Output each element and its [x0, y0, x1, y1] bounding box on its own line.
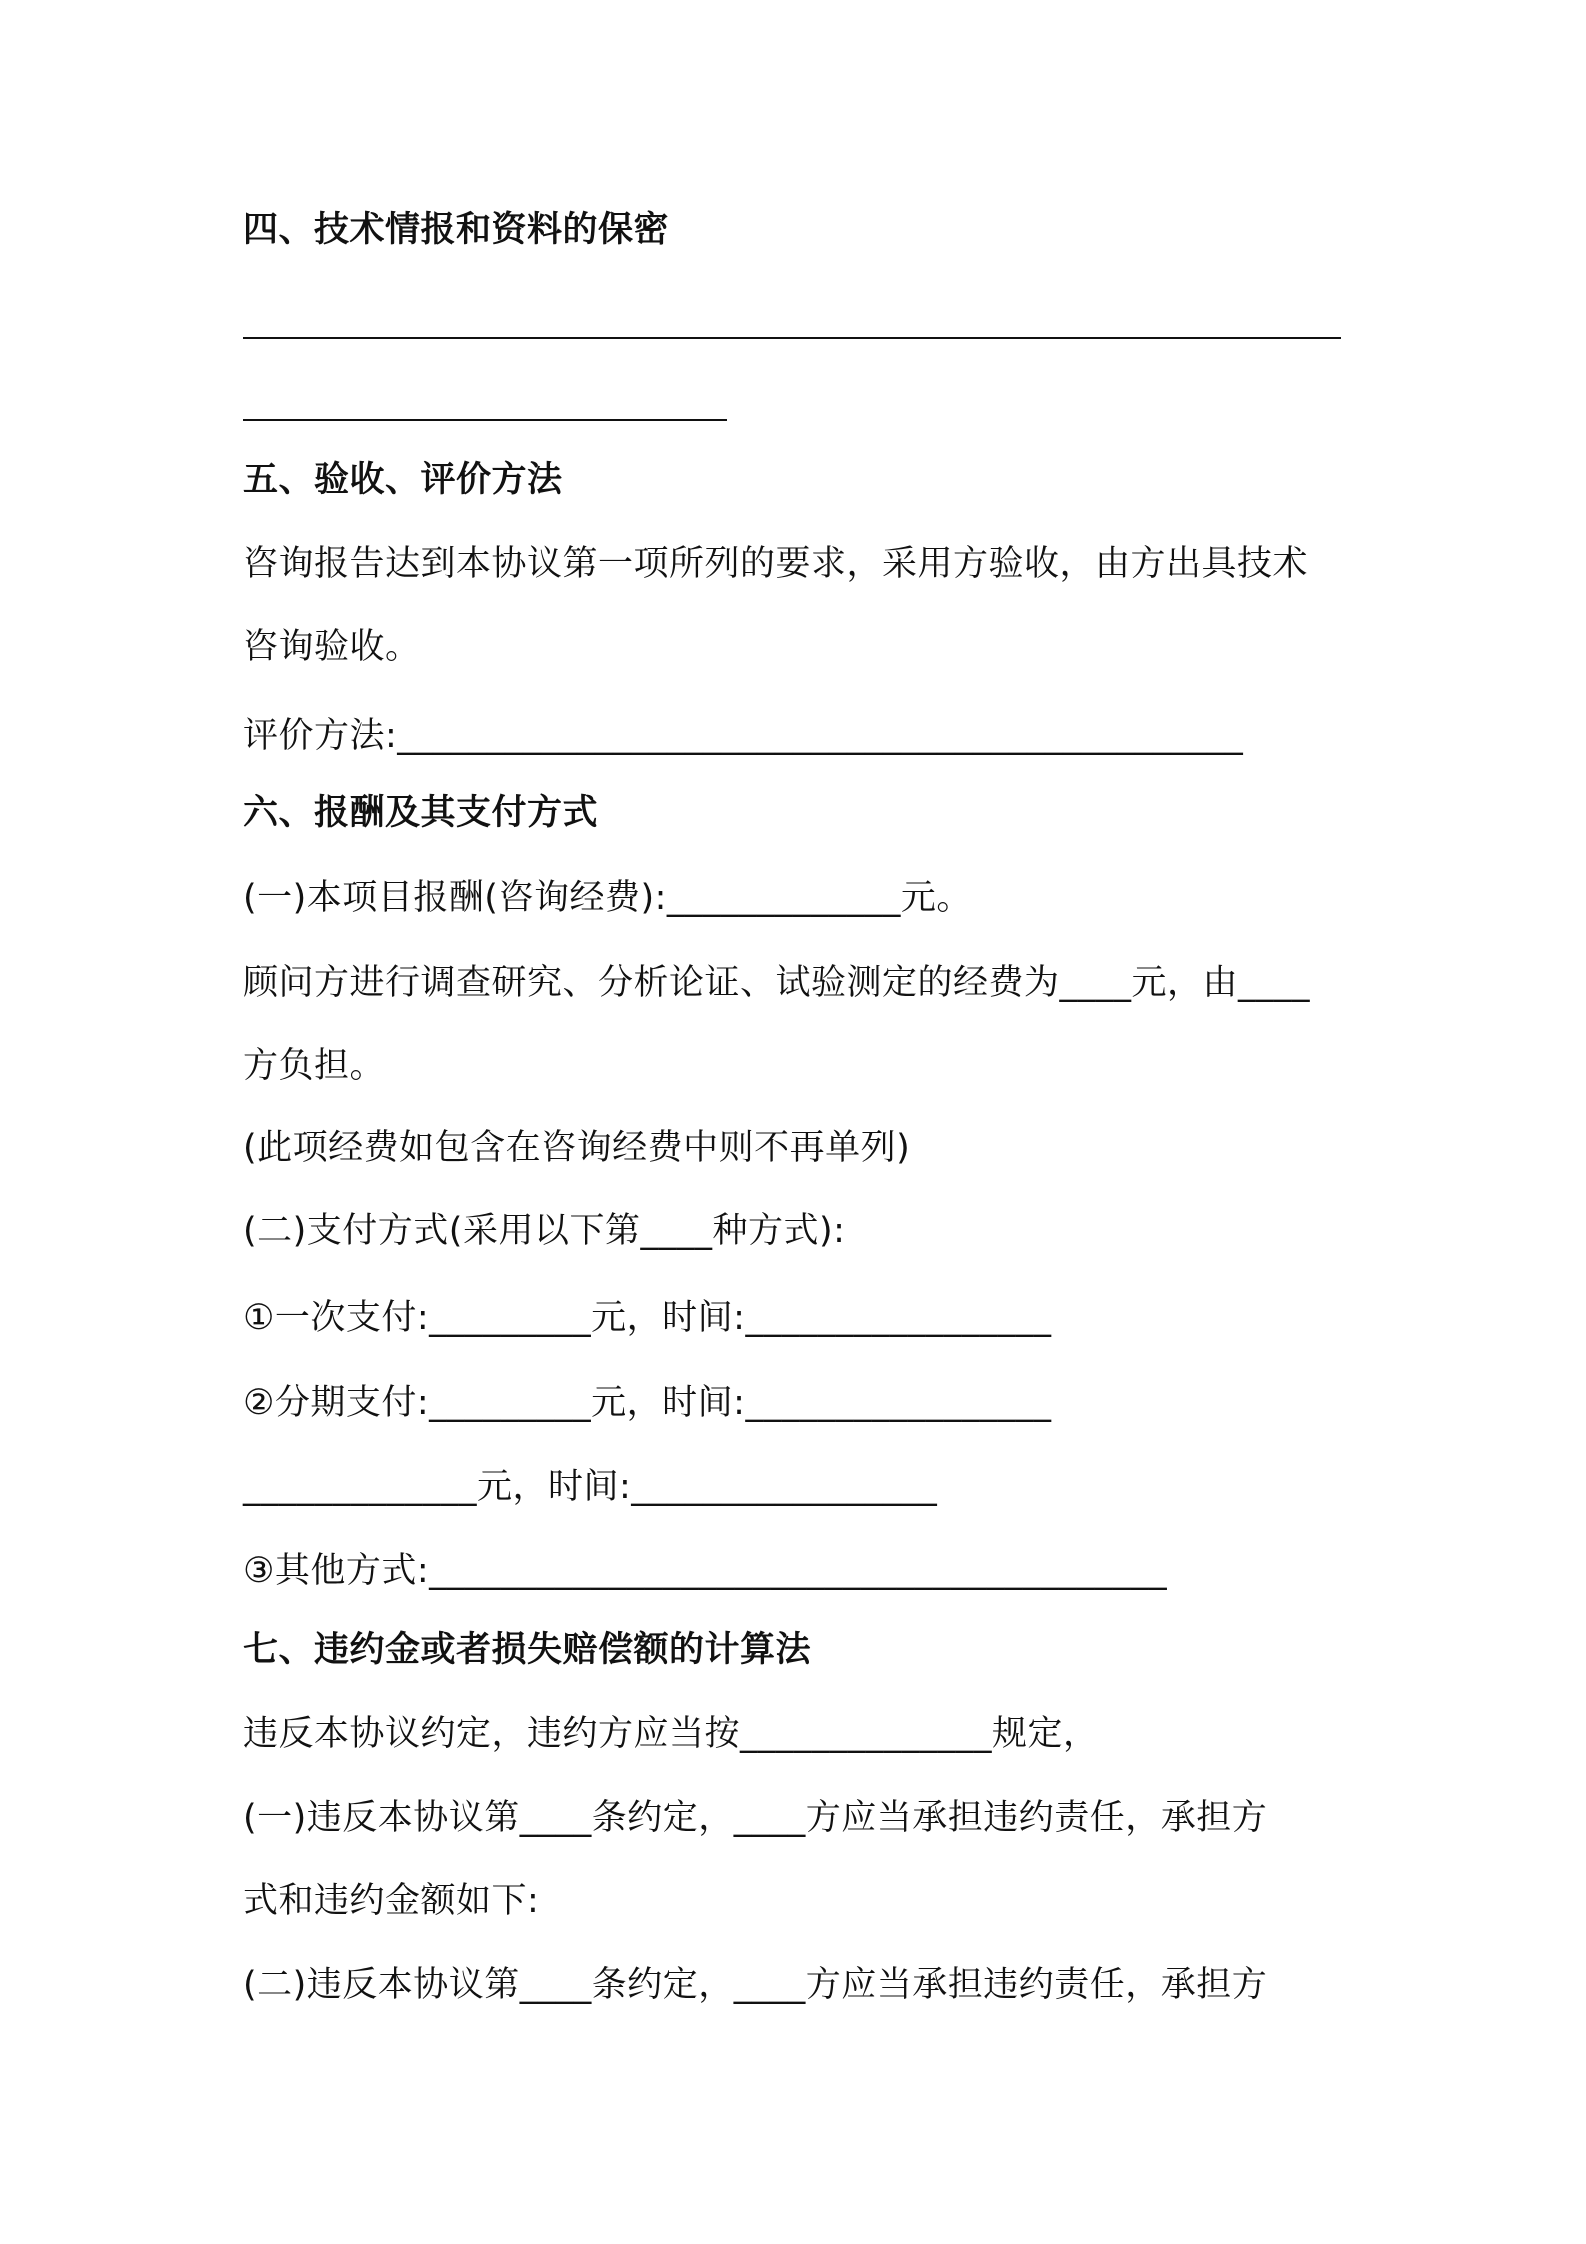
payment-method-field: (二)支付方式(采用以下第____种方式): — [243, 1211, 846, 1251]
breach-intro-line: 违反本协议约定，违约方应当按______________规定， — [243, 1714, 1099, 1754]
research-expense-line-2: 方负担。 — [243, 1046, 386, 1086]
other-payment-field: ③其他方式:_________________________________________ — [243, 1551, 1168, 1591]
installment-payment-field: ②分期支付:_________元，时间:_________________ — [243, 1383, 1052, 1423]
consulting-fee-field: (一)本项目报酬(咨询经费):_____________元。 — [243, 878, 972, 918]
section-five-heading: 五、验收、评价方法 — [243, 460, 563, 500]
breach-clause-one-line-1: (一)违反本协议第____条约定，____方应当承担违约责任，承担方 — [243, 1798, 1268, 1838]
installment-payment-continuation: _____________元，时间:_________________ — [243, 1467, 938, 1507]
blank-line-partial — [243, 419, 727, 421]
section-four-heading: 四、技术情报和资料的保密 — [243, 210, 670, 250]
acceptance-text-line-2: 咨询验收。 — [243, 627, 421, 667]
section-six-heading: 六、报酬及其支付方式 — [243, 793, 599, 833]
research-expense-line-1: 顾问方进行调查研究、分析论证、试验测定的经费为____元，由____ — [243, 963, 1311, 1003]
evaluation-method-field: 评价方法:_______________________________________________ — [243, 716, 1244, 756]
breach-clause-two-line-1: (二)违反本协议第____条约定，____方应当承担违约责任，承担方 — [243, 1965, 1268, 2005]
section-seven-heading: 七、违约金或者损失赔偿额的计算法 — [243, 1630, 812, 1670]
breach-clause-one-line-2: 式和违约金额如下: — [243, 1881, 540, 1921]
expense-note: (此项经费如包含在咨询经费中则不再单列) — [243, 1128, 911, 1168]
blank-line-full — [243, 337, 1341, 339]
acceptance-text-line-1: 咨询报告达到本协议第一项所列的要求，采用方验收，由方出具技术 — [243, 544, 1309, 584]
lump-sum-payment-field: ①一次支付:_________元，时间:_________________ — [243, 1298, 1052, 1338]
